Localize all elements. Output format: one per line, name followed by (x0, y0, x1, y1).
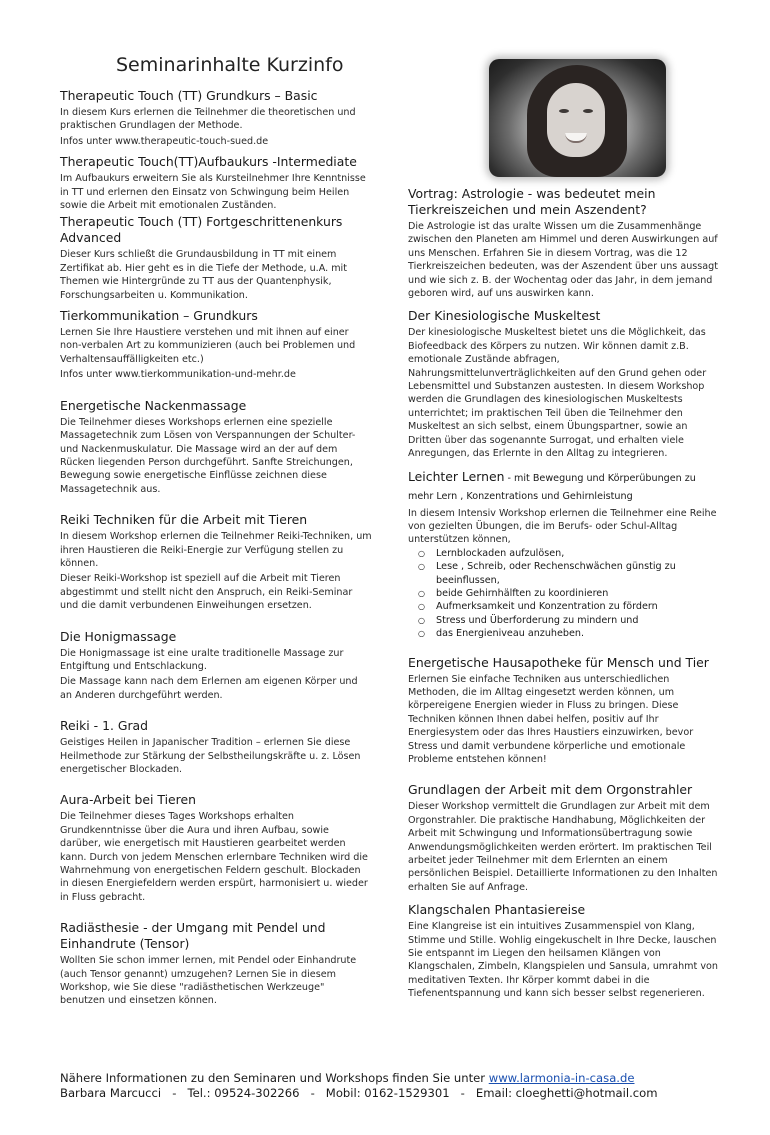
seminar-section (408, 655, 722, 767)
section-subheading: - mit Bewegung und Körperübungen zu mehr Lern , Konzentrations und Gehirnleistung (408, 472, 696, 502)
section-text: Eine Klangreise ist ein intuitives Zusammenspiel von Klang, Stimme und Stille. Wohlig eingekuschelt in Ihre Decke, lauschen Sie entspannt im Liegen den heilsamen Klängen von Klangschalen, Zimbeln, Klangspielen und Sansula, umrahmt von meditativen Texten. Ihr Körper kommt dabei in die Tiefenentspannung und kann sich besser selbst regenerieren. (408, 921, 718, 1000)
section-text: Die Teilnehmer dieses Tages Workshops erhalten Grundkenntnisse über die Aura und ihren Aufbau, sowie darüber, wie energetisch mit Haustieren gearbeitet werden kann. Durch von jedem Menschen erlernbare Techniken wird die Wahrnehmung von energetischen Feldern geschult. Blockaden in diesen Energiefeldern werden erspürt, harmonisiert u. wieder in Fluss gebracht. (60, 811, 368, 903)
section-text: Die Astrologie ist das uralte Wissen um die Zusammenhänge zwischen den Planeten am Himmel und deren Auswirkungen auf uns Menschen. Erfahren Sie in diesem Vortrag, was die 12 Tierkreiszeichen bedeuten, was der Aszendent über uns aussagt und wie sich z. B. der Wochentag oder das Jahr, in dem jemand geboren wird, auf uns auswirken kann. (408, 221, 719, 300)
bullet-list (408, 547, 722, 641)
seminar-section (60, 629, 372, 703)
seminar-section (60, 308, 372, 382)
section-text: Der kinesiologische Muskeltest bietet uns die Möglichkeit, das Biofeedback des Körpers zu nutzen. Wir können damit z.B. emotionale Zustände abfragen, Nahrungsmittelunverträglichkeiten auf den Grund gehen oder Lebensmittel und Substanzen austesten. In diesem Workshop werden die Grundlagen des kinesiologischen Muskeltests unterrichtet; im praktischen Teil üben die Teilnehmer den Muskeltest an sich selbst, einem Übungspartner, sowie an Dritten über das sogenannte Surrogat, und erhalten viele Anregungen, das Erlernte in den Alltag zu integrieren. (408, 327, 707, 460)
left-column (60, 88, 372, 1008)
list-item: ○ beide Gehirnhälften zu koordinieren (418, 587, 722, 600)
section-text: In diesem Workshop erlernen die Teilnehmer Reiki-Techniken, um ihren Haustieren die Reiki-Energie zur Verfügung stellen zu können. (60, 531, 372, 569)
section-heading: Therapeutic Touch (TT) Fortgeschrittenenkurs Advanced (60, 214, 343, 246)
section-heading: Reiki - 1. Grad (60, 718, 148, 734)
section-text: Erlernen Sie einfache Techniken aus unterschiedlichen Methoden, die im Alltag eingesetzt werden können, um körpereigene Energien wieder in Fluss zu bringen. Diese Techniken können Ihnen dabei helfen, positiv auf Ihr Energiesystem oder das Ihres Haustiers einzuwirken, bevor Stress und damit verbundene körperliche und emotionale Probleme entstehen können! (408, 673, 694, 765)
seminar-section (408, 902, 722, 1000)
section-heading: Energetische Nackenmassage (60, 397, 247, 413)
section-heading: Grundlagen der Arbeit mit dem Orgonstrahler (408, 782, 693, 798)
section-text: Infos unter www.tierkommunikation-und-mehr.de (60, 369, 296, 381)
section-text: Dieser Kurs schließt die Grundausbildung in TT mit einem Zertifikat ab. Hier geht es in die Tiefe der Methode, u.A. mit Themen wie Hintergründe zu TT aus der Quantenphysik, Forschungsarbeiten u. Kommunikation. (60, 249, 347, 301)
page-title: Seminarinhalte Kurzinfo (116, 54, 344, 76)
seminar-section (408, 308, 722, 460)
section-heading: Die Honigmassage (60, 628, 177, 644)
section-heading: Radiästhesie - der Umgang mit Pendel und Einhandrute (Tensor) (60, 920, 326, 952)
footer (60, 1071, 658, 1101)
website-link[interactable]: www.larmonia-in-casa.de (488, 1071, 635, 1085)
section-heading: Therapeutic Touch (TT) Grundkurs – Basic (60, 88, 318, 103)
list-item: ○ Stress und Überforderung zu mindern und (418, 614, 722, 627)
seminar-section (408, 186, 722, 300)
seminar-section (60, 718, 372, 776)
seminar-section (60, 792, 372, 904)
section-text: Infos unter www.therapeutic-touch-sued.de (60, 135, 269, 147)
section-text: Dieser Reiki-Workshop ist speziell auf die Arbeit mit Tieren abgestimmt und stellt nicht den Anspruch, ein Reiki-Seminar und die damit verbundenen Einweihungen ersetzen. (60, 573, 353, 612)
section-heading: Energetische Hausapotheke für Mensch und Tier (408, 654, 709, 670)
section-text: Lernen Sie Ihre Haustiere verstehen und mit ihnen auf einer non-verbalen Art zu kommunizieren (auch bei Problemen und Verhaltensauffälligkeiten etc.) (60, 327, 356, 365)
section-text: Die Massage kann nach dem Erlernen am eigenen Körper und an Anderen durchgeführt werden. (60, 676, 358, 701)
right-column (408, 186, 722, 1001)
section-heading: Klangschalen Phantasiereise (408, 902, 586, 918)
list-item: ○ das Energieniveau anzuheben. (418, 627, 722, 640)
section-text: Im Aufbaukurs erweitern Sie als Kursteilnehmer Ihre Kenntnisse in TT und erlernen den Einsatz von Schwingung beim Heilen sowie die Arbeit mit emotionalen Zuständen. (60, 173, 366, 212)
seminar-section (60, 88, 372, 148)
section-heading: Tierkommunikation – Grundkurs (60, 308, 258, 324)
seminar-section (60, 154, 372, 212)
section-text: In diesem Kurs erlernen die Teilnehmer die theoretischen und praktischen Grundlagen der Methode. (60, 107, 356, 132)
section-text: Dieser Workshop vermittelt die Grundlagen zur Arbeit mit dem Orgonstrahler. Die praktische Handhabung, Möglichkeiten der Arbeit mit Schwingung und Informationsübertragung sowie Anwendungsmöglichkeiten werden erörtert. Im praktischen Teil arbeitet jeder Teilnehmer mit dem Erlernten an einem persönlichen Beispiel. Detaillierte Informationen zu den Inhalten erhalten Sie auf Anfrage. (408, 801, 718, 893)
seminar-section (60, 920, 372, 1008)
section-text: Geistiges Heilen in Japanischer Tradition – erlernen Sie diese Heilmethode zur Stärkung der Selbstheilungskräfte u. z. Lösen energetischer Blockaden. (60, 737, 361, 775)
section-heading: Vortrag: Astrologie - was bedeutet mein Tierkreiszeichen und mein Aszendent? (408, 186, 656, 217)
section-text: In diesem Intensiv Workshop erlernen die Teilnehmer eine Reihe von gezielten Übungen, die im Berufs- oder Schul-Alltag unterstützen können, (408, 507, 717, 546)
seminar-section (60, 398, 372, 496)
section-text: Wollten Sie schon immer lernen, mit Pendel oder Einhandrute (auch Tensor genannt) umzugehen? Lernen Sie in diesem Workshop, wie Sie diese "radiästhetischen Werkzeuge" benutzen und einsetzen können. (60, 955, 357, 1007)
section-heading: Therapeutic Touch(TT)Aufbaukurs -Intermediate (60, 154, 357, 170)
section-heading: Aura-Arbeit bei Tieren (60, 792, 196, 808)
seminar-section (60, 214, 372, 302)
section-heading: Reiki Techniken für die Arbeit mit Tieren (60, 512, 308, 528)
section-text: Die Teilnehmer dieses Workshops erlernen eine spezielle Massagetechnik zum Lösen von Verspannungen der Schulter- und Nackenmuskulatur. Die Massage wird an der auf dem Rücken liegenden Person durchgeführt. Sanfte Streichungen, Bewegung sowie energetische Einflüsse zeichnen diese Massagetechnik aus. (60, 416, 356, 495)
footer-info-text: Nähere Informationen zu den Seminaren und Workshops finden Sie unter (60, 1071, 489, 1085)
list-item: ○ Lernblockaden aufzulösen, (418, 547, 722, 560)
list-item: ○ Aufmerksamkeit und Konzentration zu fördern (418, 600, 722, 613)
section-heading: Der Kinesiologische Muskeltest (408, 308, 601, 324)
list-item: ○ Lese , Schreib, oder Rechenschwächen günstig zu beeinflussen, (418, 560, 722, 587)
seminar-section (60, 512, 372, 612)
seminar-section (408, 469, 722, 641)
section-text: Die Honigmassage ist eine uralte traditionelle Massage zur Entgiftung und Entschlackung. (60, 647, 344, 672)
seminar-section (408, 782, 722, 894)
contact-line: Barbara Marcucci - Tel.: 09524-302266 - Mobil: 0162-1529301 - Email: cloeghetti@hotmail.com (60, 1086, 658, 1100)
portrait-photo (489, 59, 666, 177)
section-heading: Leichter Lernen - mit Bewegung und Körperübungen zu mehr Lern , Konzentrations und Gehirnleistung (408, 468, 696, 502)
